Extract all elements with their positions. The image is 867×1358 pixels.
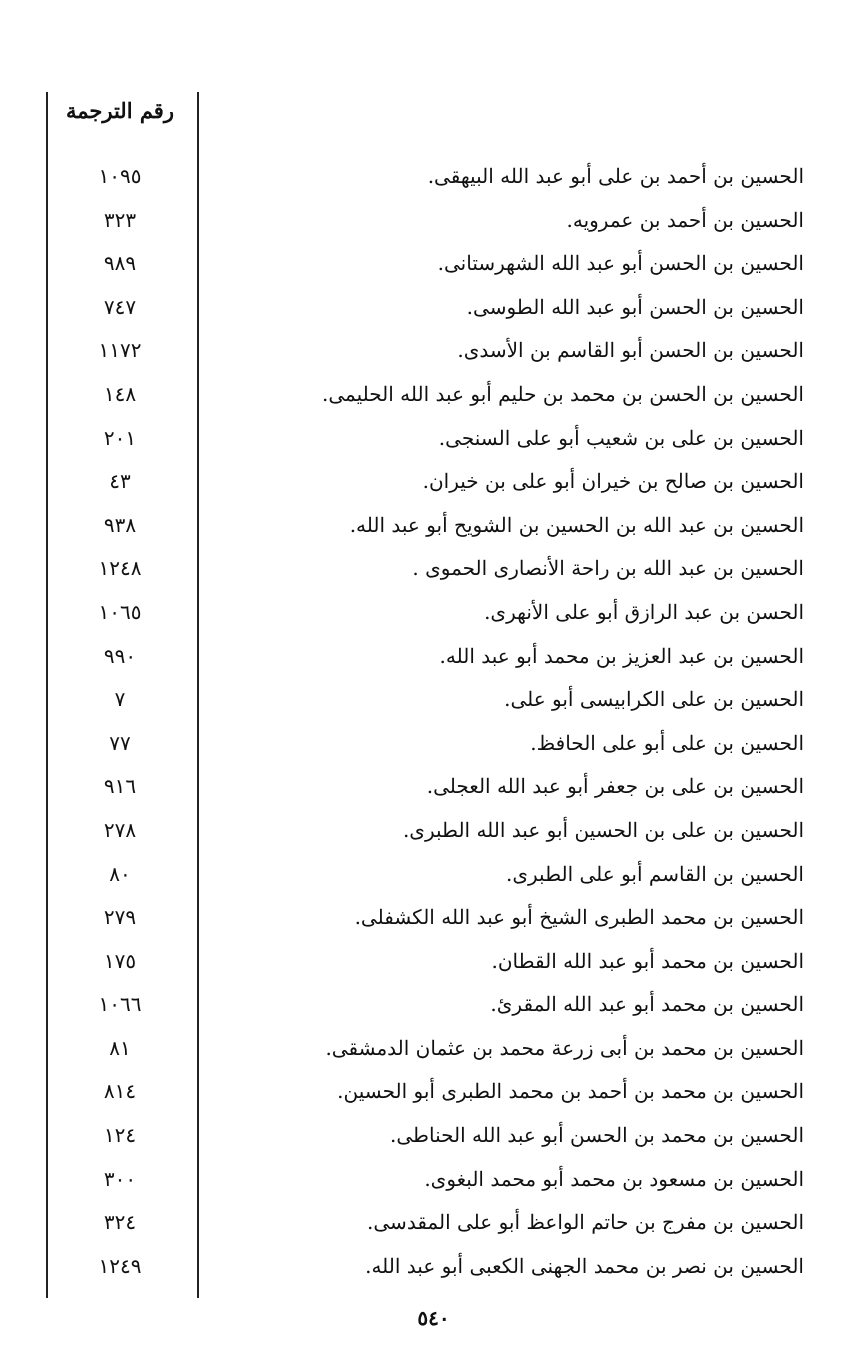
entry-name: الحسين بن محمد بن أحمد بن محمد الطبرى أبو الحسين.: [337, 1079, 804, 1104]
column-header-entry-number: رقم الترجمة: [65, 98, 174, 123]
entry-name: الحسين بن محمد بن الحسن أبو عبد الله الحناطى.: [390, 1123, 804, 1148]
entry-name: الحسين بن القاسم أبو على الطبرى.: [506, 861, 804, 886]
entry-name: الحسين بن عبد العزيز بن محمد أبو عبد الله.: [439, 643, 804, 668]
entry-name: الحسين بن عبد الله بن الحسين بن الشويح أبو عبد الله.: [349, 512, 804, 537]
index-row: [0, 986, 867, 1030]
index-row: [0, 1248, 867, 1292]
page-number: ٥٤٠: [417, 1306, 450, 1330]
entry-number: ٧: [114, 687, 126, 712]
entry-name: الحسين بن الحسن بن محمد بن حليم أبو عبد الله الحليمى.: [322, 381, 804, 406]
entry-name: الحسين بن على أبو على الحافظ.: [530, 730, 804, 755]
entry-number: ٣٠٠: [103, 1166, 137, 1191]
index-row: [0, 725, 867, 769]
entry-name: الحسين بن نصر بن محمد الجهنى الكعبى أبو عبد الله.: [365, 1253, 804, 1278]
entry-name: الحسن بن عبد الرازق أبو على الأنهرى.: [484, 599, 804, 624]
entry-name: الحسين بن الحسن أبو القاسم بن الأسدى.: [457, 338, 804, 363]
entry-number: ٧٧: [109, 730, 131, 755]
entry-name: الحسين بن مفرج بن حاتم الواعظ أبو على المقدسى.: [367, 1210, 804, 1235]
index-row: [0, 550, 867, 594]
index-row: [0, 463, 867, 507]
entry-name: الحسين بن صالح بن خيران أبو على بن خيران.: [422, 469, 804, 494]
index-row: [0, 202, 867, 246]
entry-number: ٨٠: [109, 861, 131, 886]
entry-number: ٢٠١: [103, 425, 137, 450]
index-row: [0, 856, 867, 900]
entry-number: ٩١٦: [103, 774, 137, 799]
index-row: [0, 420, 867, 464]
entry-number: ١٠٩٥: [98, 164, 142, 188]
entry-number: ٣٢٤: [103, 1210, 137, 1235]
entry-number: ٨١: [109, 1035, 131, 1060]
index-row: [0, 1161, 867, 1205]
entry-name: الحسين بن على بن شعيب أبو على السنجى.: [438, 425, 804, 450]
entry-number: ٩٨٩: [103, 251, 137, 276]
index-row: [0, 1073, 867, 1117]
entry-name: الحسين بن عبد الله بن راحة الأنصارى الحموى .: [412, 556, 804, 581]
index-row: [0, 289, 867, 333]
entry-number: ٢٧٩: [103, 905, 137, 930]
entry-name: الحسين بن محمد أبو عبد الله القطان.: [491, 948, 804, 973]
entry-number: ١٠٦٥: [98, 599, 142, 624]
index-row: [0, 1117, 867, 1161]
entry-name: الحسين بن على بن الحسين أبو عبد الله الطبرى.: [402, 817, 804, 842]
index-row: [0, 1030, 867, 1074]
index-row: [0, 245, 867, 289]
index-row: [0, 594, 867, 638]
entry-number: ٧٤٧: [103, 294, 137, 319]
entry-name: الحسين بن مسعود بن محمد أبو محمد البغوى.: [424, 1166, 804, 1191]
entry-number: ٩٩٠: [103, 643, 137, 668]
entry-name: الحسين بن الحسن أبو عبد الله الشهرستانى.: [437, 251, 804, 276]
index-list: [0, 158, 867, 1291]
entry-name: الحسين بن محمد الطبرى الشيخ أبو عبد الله الكشفلى.: [354, 905, 804, 930]
entry-number: ١٠٦٦: [98, 992, 142, 1017]
entry-name: الحسين بن الحسن أبو عبد الله الطوسى.: [466, 294, 804, 319]
entry-name: الحسين بن محمد بن أبى زرعة محمد بن عثمان الدمشقى.: [325, 1035, 804, 1060]
entry-number: ٨١٤: [103, 1079, 137, 1104]
entry-number: ٤٣: [109, 469, 131, 494]
entry-name: الحسين بن أحمد بن عمرويه.: [566, 207, 804, 232]
entry-name: الحسين بن أحمد بن على أبو عبد الله البيهقى.: [427, 164, 804, 188]
index-row: [0, 376, 867, 420]
entry-number: ١٢٤٩: [98, 1253, 142, 1278]
entry-name: الحسين بن على بن جعفر أبو عبد الله العجلى.: [426, 774, 804, 799]
entry-number: ١١٧٢: [98, 338, 142, 363]
index-row: [0, 681, 867, 725]
index-row: [0, 332, 867, 376]
entry-number: ١٧٥: [103, 948, 137, 973]
index-row: [0, 507, 867, 551]
index-row: [0, 943, 867, 987]
entry-number: ٢٧٨: [103, 817, 137, 842]
entry-number: ٣٢٣: [103, 207, 137, 232]
entry-number: ٩٣٨: [103, 512, 137, 537]
entry-name: الحسين بن محمد أبو عبد الله المقرئ.: [490, 992, 804, 1017]
entry-number: ١٤٨: [103, 381, 137, 406]
index-row: [0, 638, 867, 682]
index-row: [0, 768, 867, 812]
index-row: [0, 1204, 867, 1248]
index-row: [0, 158, 867, 202]
entry-number: ١٢٤: [103, 1123, 137, 1148]
entry-number: ١٢٤٨: [98, 556, 142, 581]
index-row: [0, 899, 867, 943]
index-row: [0, 812, 867, 856]
entry-name: الحسين بن على الكرابيسى أبو على.: [504, 687, 804, 712]
